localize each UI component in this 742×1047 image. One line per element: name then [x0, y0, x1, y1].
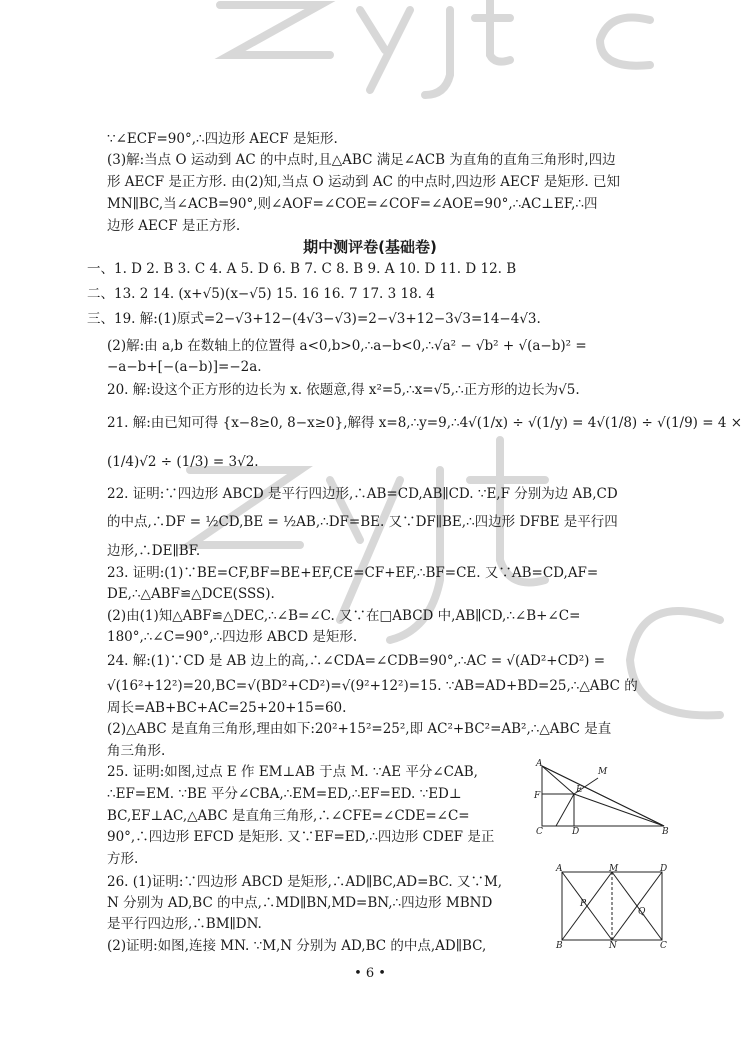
answer-line: 是平行四边形,∴BM∥DN. — [107, 916, 262, 932]
answer-line: 26. (1)证明:∵四边形 ABCD 是矩形,∴AD∥BC,AD=BC. 又∵M, — [107, 874, 503, 890]
figure-25-label: B — [662, 827, 669, 837]
answer-line: 22. 证明:∵四边形 ABCD 是平行四边形,∴AB=CD,AB∥CD. ∵E,F 分别为边 AB,CD — [107, 486, 618, 502]
figure-26-label: C — [660, 941, 667, 951]
answer-line: 角三角形. — [107, 743, 166, 759]
answer-line: (2)解:由 a,b 在数轴上的位置得 a<0,b>0,∴a−b<0,∴√a² − √b² + √(a−b)² = — [107, 338, 587, 354]
figure-26-rectangle — [552, 862, 672, 950]
figure-26-label: P — [580, 899, 587, 909]
answer-line: 周长=AB+BC+AC=25+20+15=60. — [107, 700, 347, 716]
figure-25-label: D — [572, 827, 580, 837]
answer-line: 二、13. 2 14. (x+√5)(x−√5) 15. 16 16. 7 17. 3 18. 4 — [87, 286, 435, 302]
page-number: • 6 • — [354, 966, 386, 981]
answer-line: 20. 解:设这个正方形的边长为 x. 依题意,得 x²=5,∴x=√5,∴正方形的边长为√5. — [107, 382, 580, 398]
answer-line: 180°,∴∠C=90°,∴四边形 ABCD 是矩形. — [107, 629, 358, 645]
answer-line: (2)△ABC 是直角三角形,理由如下:20²+15²=25²,即 AC²+BC²=AB²,∴△ABC 是直 — [107, 721, 612, 737]
answer-line: 三、19. 解:(1)原式=2−√3+12−(4√3−√3)=2−√3+12−3√3=14−4√3. — [87, 311, 541, 327]
section-title: 期中测评卷(基础卷) — [303, 238, 437, 256]
figure-26-label: B — [556, 941, 563, 951]
figure-26-label: A — [556, 864, 563, 874]
text-line: 边形 AECF 是正方形. — [107, 218, 241, 234]
answer-line: (2)由(1)知△ABF≌△DEC,∴∠B=∠C. 又∵在□ABCD 中,AB∥CD,∴∠B+∠C= — [107, 608, 581, 624]
figure-25-label: M — [598, 767, 608, 777]
figure-25-label: A — [536, 759, 543, 769]
figure-25-label: C — [536, 827, 543, 837]
answer-line: −a−b+[−(a−b)]=−2a. — [107, 359, 262, 375]
text-line: (3)解:当点 O 运动到 AC 的中点时,且△ABC 满足∠ACB 为直角的直角三角形时,四边 — [107, 152, 616, 168]
answer-line: ∴EF=EM. ∵BE 平分∠CBA,∴EM=ED,∴EF=ED. ∵ED⊥ — [107, 786, 462, 802]
answer-line: 的中点,∴DF = ½CD,BE = ½AB,∴DF=BE. 又∵DF∥BE,∴四边形 DFBE 是平行四 — [107, 514, 618, 530]
answer-line: 21. 解:由已知可得 {x−8≥0, 8−x≥0},解得 x=8,∴y=9,∴4√(1/x) ÷ √(1/y) = 4√(1/8) ÷ √(1/9) = 4 × — [107, 415, 742, 431]
answer-line: DE,∴△ABF≌△DCE(SSS). — [107, 586, 275, 602]
figure-25-triangle — [532, 758, 672, 836]
answer-line: 90°,∴四边形 EFCD 是矩形. 又∵EF=ED,∴四边形 CDEF 是正 — [107, 829, 495, 845]
answer-line: 25. 证明:如图,过点 E 作 EM⊥AB 于点 M. ∵AE 平分∠CAB, — [107, 764, 478, 780]
figure-26-label: D — [660, 864, 668, 874]
figure-26-label: N — [609, 941, 617, 951]
answer-line: 一、1. D 2. B 3. C 4. A 5. D 6. B 7. C 8. B 9. A 10. D 11. D 12. B — [87, 261, 517, 277]
text-line: ∵∠ECF=90°,∴四边形 AECF 是矩形. — [107, 131, 338, 147]
figure-25-label: F — [534, 791, 541, 801]
answer-line: (1/4)√2 ÷ (1/3) = 3√2. — [107, 454, 259, 470]
answer-line: N 分别为 AD,BC 的中点,∴MD∥BN,MD=BN,∴四边形 MBND — [107, 895, 493, 911]
answer-line: 24. 解:(1)∵CD 是 AB 边上的高,∴∠CDA=∠CDB=90°,∴AC = √(AD²+CD²) = — [107, 653, 606, 669]
answer-line: (2)证明:如图,连接 MN. ∵M,N 分别为 AD,BC 的中点,AD∥BC, — [107, 938, 487, 954]
answer-line: BC,EF⊥AC,△ABC 是直角三角形,∴∠CFE=∠CDE=∠C= — [107, 808, 470, 824]
text-line: 形 AECF 是正方形. 由(2)知,当点 O 运动到 AC 的中点时,四边形 AECF 是矩形. 已知 — [107, 174, 620, 190]
text-line: MN∥BC,当∠ACB=90°,则∠AOF=∠COE=∠COF=∠AOE=90°,∴AC⊥EF,∴四 — [107, 196, 598, 212]
figure-26-label: M — [609, 864, 619, 874]
figure-26-label: Q — [638, 907, 646, 917]
answer-line: 23. 证明:(1)∵BE=CF,BF=BE+EF,CE=CF+EF,∴BF=CE. 又∵AB=CD,AF= — [107, 565, 599, 581]
figure-25-label: E — [576, 785, 583, 795]
answer-line: 方形. — [107, 851, 139, 867]
answer-line: √(16²+12²)=20,BC=√(BD²+CD²)=√(9²+12²)=15. ∵AB=AD+BD=25,∴△ABC 的 — [107, 678, 638, 694]
answer-line: 边形,∴DE∥BF. — [107, 543, 201, 559]
